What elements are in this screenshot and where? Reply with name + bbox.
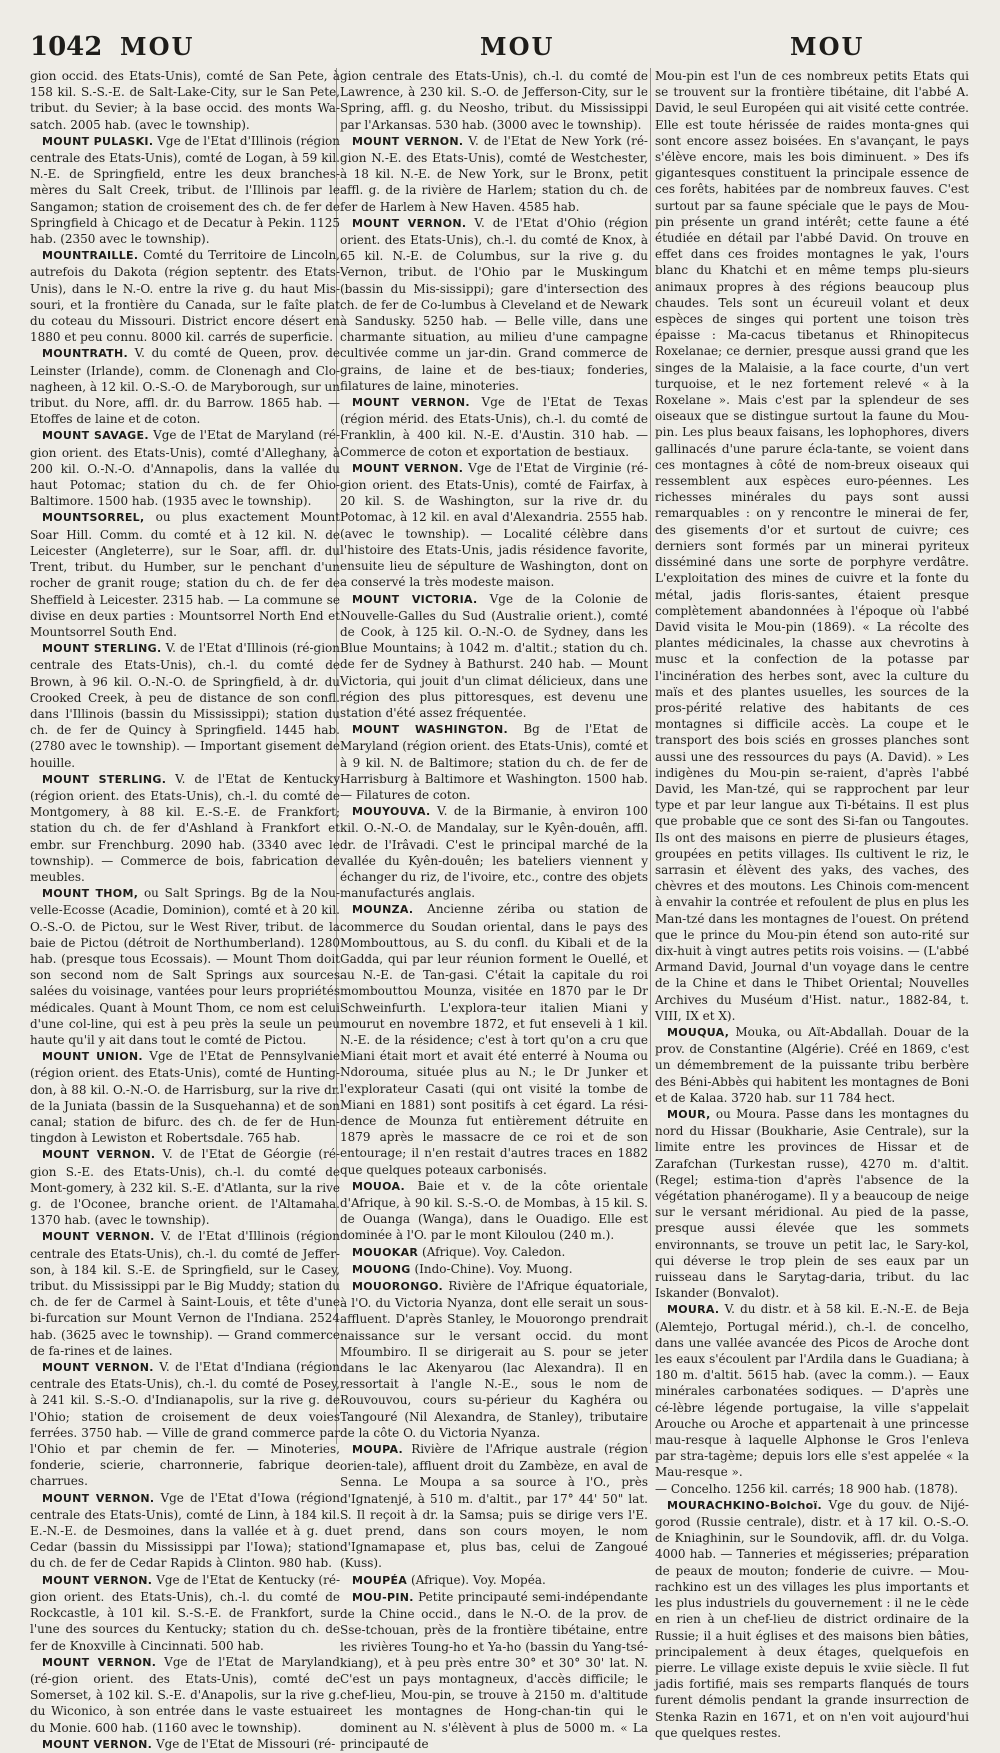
- column-1: [30, 68, 341, 1751]
- entry-headword: MOUNTRATH.: [42, 347, 128, 361]
- entry-text: Vge de la Colonie de Nouvelle-Galles du Sud (Australie orient.), comté de Cook, à 125 kil. O.-N.-O. de Sydney, dans les Blue Mountains; à 1042 m. d'altit.; station du ch. de fer de Sydney à Bathurst. 240 hab. — Mount Victoria, qui jouit d'un climat délicieux, dans une région des plus pittoresques, est devenu une station d'été assez fréquentée.: [340, 591, 648, 720]
- dictionary-entry: [340, 133, 648, 215]
- entry-text: Vge de l'Etat de Missouri (ré-: [155, 1736, 336, 1751]
- column-3: [655, 68, 969, 1740]
- entry-headword: MOUNT STERLING.: [42, 772, 167, 786]
- entry-headword: MOUNT VERNON.: [42, 1737, 153, 1751]
- entry-text: ou Salt Springs. Bg de la Nou-velle-Ecosse (Acadie, Dominion), comté et à 20 kil. O.-S.-O. de Pictou, sur le West River, tribut. de la baie de Pictou (détroit de Northumberland). 1280 hab. (presque tous Ecossais). — Mount Thom doit son second nom de Salt Springs aux sources salées du voisinage, vantées pour leurs propriétés médicales. Quant à Mount Thom, ce nom est celui d'une col-line, qui est à peu près la seule un peu haute qu'il y ait dans tout le comté de Pictou.: [30, 886, 340, 1047]
- entry-text: Bg de l'Etat de Maryland (région orient. des Etats-Unis), comté et à 9 kil. N. de Baltimore; station du ch. de fer de Harrisburg à Baltimore et Washington. 1500 hab. — Filatures de coton.: [340, 722, 648, 802]
- dictionary-entry: [340, 215, 648, 394]
- entry-headword: MOUNT VERNON.: [352, 216, 467, 230]
- dictionary-entry: [340, 1261, 648, 1278]
- entry-headword: MOURA.: [667, 1303, 720, 1317]
- entry-headword: MOUNT VERNON.: [352, 396, 470, 410]
- entry-text: Rivière de l'Afrique australe (région orien-tale), affluent droit du Zambèze, en aval de Senna. Le Moupa a sa source à l'O., près d'Ignatenjé, à 510 m. d'altit., par 17° 44' 50" lat. S. Il reçoit à dr. la Samsa; puis se dirige vers l'E. et prend, dans son cours moyen, le nom d'Ignamapase et, plus bas, celui de Zangoué (Kuss).: [340, 1442, 648, 1571]
- dictionary-entry: [30, 1572, 340, 1654]
- entry-text: V. de l'Etat d'Indiana (région centrale des Etats-Unis), ch.-l. du comté de Posey, à 241 kil. S.-S.-O. d'Indianapolis, sur la rive g. de l'Ohio; station de croisement de deux voies ferrées. 3750 hab. — Ville de grand commerce par l'Ohio et par chemin de fer. — Minoteries, fonderie, scierie, charronnerie, fabrique de charrues.: [30, 1360, 340, 1489]
- page-number: 1042: [30, 32, 103, 62]
- entry-text: Vge de l'Etat d'Illinois (région centrale des Etats-Unis), comté de Logan, à 59 kil. N.-E. de Springfield, entre les deux branches-mères du Salt Creek, tribut. de l'Illinois par le Sangamon; station de croisement des ch. de fer de Springfield à Chicago et de Decatur à Pekin. 1125 hab. (2350 avec le township).: [30, 133, 340, 247]
- dictionary-entry: [30, 1736, 340, 1753]
- entry-headword: MOUR,: [667, 1108, 711, 1121]
- dictionary-entry: [340, 460, 648, 591]
- running-head-right: MOU: [790, 32, 865, 61]
- entry-headword: MOUOA.: [352, 1179, 405, 1193]
- dictionary-entry: [30, 133, 340, 247]
- entry-headword: MOUNT VERNON.: [352, 134, 464, 148]
- running-head-left: MOU: [120, 32, 195, 61]
- dictionary-entry: [30, 68, 340, 133]
- entry-headword: MOUNT VERNON.: [352, 461, 464, 475]
- dictionary-entry: [30, 771, 340, 885]
- entry-headword: MOUNT VERNON.: [42, 1148, 156, 1162]
- entry-headword: MOUNT VERNON.: [42, 1655, 157, 1669]
- entry-headword: MOUNT VERNON.: [42, 1361, 154, 1375]
- entry-text: V. de l'Etat d'Illinois (ré-gion centrale des Etats-Unis), ch.-l. du comté de Brown, à 96 kil. O.-N.-O. de Springfield, à dr. du Crooked Creek, à peu de distance de son confl. dans l'Illinois (bassin du Mississippi); station du ch. de fer de Quincy à Springfield. 1445 hab. (2780 avec le township). — Important gisement de houille.: [30, 641, 340, 770]
- entry-text: Comté du Territoire de Lincoln, autrefois du Dakota (région septentr. des Etats-Unis), dans le N.-O. entre la rive g. du haut Mis-souri, et la frontière du Canada, sur le faîte plat du coteau du Missouri. District encore désert en 1880 et peu connu. 8000 kil. carrés de superficie.: [30, 248, 340, 345]
- dictionary-entry: [340, 1589, 648, 1752]
- dictionary-entry: [340, 1278, 648, 1441]
- dictionary-entry: [30, 427, 340, 509]
- dictionary-entry: [655, 1481, 969, 1497]
- running-head-center: MOU: [480, 32, 555, 61]
- dictionary-entry: [30, 640, 340, 771]
- entry-headword: MOURACHKINO-Bolchoï.: [667, 1498, 823, 1512]
- entry-text: ou plus exactement Mount Soar Hill. Comm. du comté et à 12 kil. N. de Leicester (Angleterre), sur le Soar, affl. dr. du Trent, tribut. du Humber, sur le penchant d'un rocher de granit rouge; station du ch. de fer de Sheffield à Leicester. 2315 hab. — La commune se divise en deux parties : Mountsorrel North End et Mountsorrel South End.: [30, 510, 340, 639]
- dictionary-entry: [340, 721, 648, 803]
- entry-text: Vge de l'Etat de Texas (région mérid. des Etats-Unis), ch.-l. du comté de Franklin, à 400 kil. N.-E. d'Austin. 310 hab. — Commerce de coton et exportation de bestiaux.: [340, 395, 648, 459]
- entry-headword: MOUNT VICTORIA.: [352, 592, 478, 606]
- dictionary-entry: [655, 1024, 969, 1106]
- dictionary-entry: [340, 394, 648, 460]
- entry-headword: MOUNT VERNON.: [42, 1573, 153, 1587]
- dictionary-entry: [340, 68, 648, 133]
- entry-headword: MOUPÉA: [352, 1573, 408, 1587]
- entry-headword: MOUQUA,: [667, 1025, 730, 1039]
- entry-headword: MOUNT UNION.: [42, 1050, 143, 1064]
- dictionary-entry: [30, 247, 340, 345]
- dictionary-entry: [340, 1178, 648, 1244]
- entry-headword: MOUONG: [352, 1262, 411, 1276]
- dictionary-entry: [30, 1146, 340, 1228]
- entry-text: V. du comté de Queen, prov. de Leinster (Irlande), comm. de Clonenagh and Clo-nagheen, à 12 kil. O.-S.-O. de Maryborough, sur un tribut. du Nore, affl. dr. du Barrow. 1865 hab. — Etoffes de laine et de coton.: [30, 346, 340, 427]
- dictionary-entry: [30, 345, 340, 427]
- dictionary-entry: [340, 591, 648, 722]
- entry-text: (Afrique). Voy. Caledon.: [422, 1244, 566, 1259]
- entry-headword: MOUNT SAVAGE.: [42, 429, 149, 443]
- dictionary-entry: [340, 803, 648, 901]
- entry-text: Mouka, ou Aït-Abdallah. Douar de la prov. de Constantine (Algérie). Créé en 1869, c'est un démembrement de la puissante tribu berbère des Béni-Abbès qui habitent les montagnes de Boni et de Kalaa. 3720 hab. sur 11 784 hect.: [655, 1024, 969, 1105]
- entry-headword: MOUNT VERNON.: [42, 1230, 155, 1244]
- entry-text: Baie et v. de la côte orientale d'Afrique, à 90 kil. S.-S.-O. de Mombas, à 15 kil. S. de Ouanga (Wanga), dans le Ouadigo. Elle est dominée à l'O. par le mont Kiloulou (240 m.).: [340, 1178, 648, 1243]
- entry-headword: MOUNT VERNON.: [42, 1491, 155, 1505]
- entry-text: Petite principauté semi-indépendante de la Chine occid., dans le N.-O. de la prov. de Sse-tchouan, près de la frontière tibétaine, entre les rivières Toung-ho et Ya-ho (bassin du Yang-tsé-kiang), et à peu près entre 30° et 30° 30' lat. N. C'est un pays montagneux, d'accès difficile; le chef-lieu, Mou-pin, se trouve à 2150 m. d'altitude et les montagnes de Hong-chan-tin qui le dominent au N. s'élèvent à plus de 5000 m. « La principauté de: [340, 1589, 648, 1751]
- entry-text: — Concelho. 1256 kil. carrés; 18 900 hab. (1878).: [655, 1481, 959, 1496]
- entry-headword: MOUORONGO.: [352, 1280, 443, 1294]
- dictionary-entry: [30, 1359, 340, 1490]
- entry-headword: MOUNT THOM,: [42, 887, 139, 901]
- entry-text: V. de la Birmanie, à environ 100 kil. O.-N.-O. de Mandalay, sur le Kyên-douên, affl. dr. de l'Irâvadi. C'est le principal marché de la vallée du Kyên-douên; les bateliers viennent y échanger du riz, de l'ivoire, etc., contre des objets manufacturés anglais.: [340, 804, 648, 901]
- entry-text: V. de l'Etat de Kentucky (région orient. des Etats-Unis), ch.-l. du comté de Montgomery, à 88 kil. E.-S.-E. de Frankfort; station du ch. de fer d'Ashland à Frankfort et embr. sur Frenchburg. 2090 hab. (3340 avec le township). — Commerce de bois, fabrication de meubles.: [30, 771, 340, 884]
- dictionary-entry: [655, 1497, 969, 1741]
- dictionary-entry: [655, 1106, 969, 1301]
- entry-headword: MOUNZA.: [352, 903, 414, 917]
- entry-headword: MOUNT WASHINGTON.: [352, 723, 509, 737]
- column-rule: [650, 68, 651, 1444]
- dictionary-entry: [340, 901, 648, 1177]
- entry-text: gion centrale des Etats-Unis), ch.-l. du comté de Lawrence, à 230 kil. S.-O. de Jefferson-City, sur le Spring, affl. g. du Neosho, tribut. du Mississippi par l'Arkansas. 530 hab. (3000 avec le township).: [340, 69, 648, 132]
- entry-headword: MOUNT STERLING.: [42, 642, 162, 656]
- dictionary-entry: [655, 1301, 969, 1480]
- entry-headword: MOUNT PULASKI.: [42, 134, 154, 148]
- dictionary-entry: [30, 1048, 340, 1146]
- dictionary-entry: [340, 1441, 648, 1572]
- entry-text: Vge de l'Etat de Virginie (ré-gion orient. des Etats-Unis), comté de Fairfax, à 20 kil. S. de Washington, sur la rive dr. du Potomac, à 12 kil. en aval d'Alexandria. 2555 hab. (avec le township). — Localité célèbre dans l'histoire des Etats-Unis, jadis résidence favorite, ensuite lieu de sépulture de Washington, dont on a conservé la très modeste maison.: [340, 460, 648, 590]
- entry-text: Ancienne zériba ou station de commerce du Soudan oriental, dans le pays des Mombouttous, au S. du confl. du Kibali et de la Gadda, qui par leur réunion forment le Ouellé, et au N.-E. de Tan-gasi. C'était la capitale du roi mombouttou Mounza, visitée en 1870 par le Dr Schweinfurth. L'explora-teur italien Miani y mourut en novembre 1872, et fut enseveli à 1 kil. N.-E. de la résidence; c'est à tort qu'on a cru que Miani était mort et avait été enterré à Nouma ou Ndorouma, située plus au N.; le Dr Junker et l'explorateur Casati (qui ont visité la tombe de Miani en 1881) sont positifs à cet égard. La rési-dence de Mounza fut entièrement détruite en 1879 après le massacre de ce roi et de son entourage; il n'en restait d'autres traces en 1882 que quelques poteaux carbonisés.: [340, 902, 648, 1177]
- dictionary-entry: [340, 1572, 648, 1589]
- entry-text: (Indo-Chine). Voy. Muong.: [414, 1261, 573, 1276]
- entry-text: Vge de l'Etat de Maryland (ré-gion orient. des Etats-Unis), comté de Somerset, à 102 kil. S.-E. d'Anapolis, sur la rive g. du Wiconico, à son entrée dans le vaste estuaire du Monie. 600 hab. (1160 avec le township).: [30, 1654, 340, 1735]
- dictionary-entry: [30, 1490, 340, 1572]
- dictionary-entry: [30, 885, 340, 1048]
- entry-text: V. de l'Etat d'Illinois (région centrale des Etats-Unis), ch.-l. du comté de Jeffer-son, à 184 kil. S.-E. de Springfield, sur le Casey, tribut. du Mississippi par le Big Muddy; station du ch. de fer de Carmel à Saint-Louis, et tête d'une bi-furcation sur Mount Vernon de l'Indiana. 2524 hab. (3625 avec le township). — Grand commerce de fa-rines et de laines.: [30, 1229, 340, 1358]
- entry-headword: MOUOKAR: [352, 1245, 419, 1259]
- entry-headword: MOUPA.: [352, 1443, 403, 1457]
- entry-headword: MOUYOUVA.: [352, 805, 431, 819]
- entry-headword: MOU-PIN.: [352, 1590, 414, 1604]
- dictionary-entry: [30, 1654, 340, 1736]
- entry-text: V. du distr. et à 58 kil. E.-N.-E. de Beja (Alemtejo, Portugal mérid.), ch.-l. de concelho, dans une vallée avancée des Picos de Aroche dont les eaux s'écoulent par l'Ardila dans le Guadiana; à 180 m. d'altit. 5615 hab. (avec la comm.). — Eaux minérales carbonatées sodiques. — D'après une cé-lèbre légende portugaise, la ville s'appelait Arouche ou Aroche et appartenait à une princesse mau-resque à laquelle Alphonse le Gros l'enleva par stra-tagème; depuis lors elle s'est appelée « la Mau-resque ».: [655, 1302, 969, 1480]
- entry-text: Rivière de l'Afrique équatoriale, à l'O. du Victoria Nyanza, dont elle serait un sous-affluent. D'après Stanley, le Mouorongo prendrait naissance sur le versant occid. du mont Mfoumbiro. Il se dirigerait au S. pour se jeter dans le lac Akenyarou (lac Alexandra). Il en ressortait à l'angle N.-E., sous le nom de Rouvouvou, cours su-périeur du Kaghéra ou Tangouré (Nil Alexandra, de Stanley), tributaire de la côte O. du Victoria Nyanza.: [340, 1279, 648, 1440]
- entry-headword: MOUNTRAILLE.: [42, 249, 139, 263]
- dictionary-entry: [30, 1228, 340, 1359]
- column-2: [340, 68, 648, 1751]
- entry-text: Vge de l'Etat d'Iowa (région centrale des Etats-Unis), comté de Linn, à 184 kil. E.-N.-E. de Desmoines, dans la vallée et à g. du Cedar (bassin du Mississippi par l'Iowa); station du ch. de fer de Cedar Rapids à Clinton. 980 hab.: [30, 1490, 340, 1571]
- entry-text: gion occid. des Etats-Unis), comté de San Pete, à 158 kil. S.-S.-E. de Salt-Lake-City, sur le San Pete, tribut. du Sevier; à la base occid. des monts Wa-satch. 2005 hab. (avec le township).: [30, 69, 340, 132]
- entry-text: V. de l'Etat de Géorgie (ré-gion S.-E. des Etats-Unis), ch.-l. du comté de Mont-gomery, à 232 kil. S.-E. d'Atlanta, sur la rive g. de l'Oconee, branche orient. de l'Altamaha. 1370 hab. (avec le township).: [30, 1147, 340, 1228]
- page-header: [30, 32, 976, 66]
- entry-text: V. de l'Etat d'Ohio (région orient. des Etats-Unis), ch.-l. du comté de Knox, à 65 kil. N.-E. de Columbus, sur la rive g. du Vernon, tribut. de l'Ohio par le Muskingum (bassin du Mis-sissippi); gare d'intersection des ch. de fer de Co-lumbus à Cleveland et de Newark à Sandusky. 5250 hab. — Belle ville, dans une charmante situation, au milieu d'une campagne cultivée comme un jar-din. Grand commerce de grains, de laine et de bes-tiaux; fonderies, filatures de laine, minoteries.: [340, 215, 648, 393]
- entry-text: ou Moura. Passe dans les montagnes du nord du Hissar (Boukharie, Asie Centrale), sur la limite entre les provinces de Hissar et de Zarafchan (Turkestan russe), 4270 m. d'altit. (Regel; estima-tion d'après l'absence de la végétation phanérogame). Il y a beaucoup de neige sur le versant méridional. Au pied de la passe, presque aussi élevée que les sommets environnants, se trouve un petit lac, le Sary-kol, qui déverse le trop plein de ses eaux par un ruisseau dans le Sarytag-daria, tribut. du lac Iskander (Bonvalot).: [655, 1107, 969, 1301]
- dictionary-entry: [340, 1244, 648, 1261]
- entry-text: (Afrique). Voy. Mopéa.: [410, 1572, 546, 1587]
- entry-text: Vge du gouv. de Nijé-gorod (Russie centrale), distr. et à 17 kil. O.-S.-O. de Kniaghinin, sur le Soundovik, affl. dr. du Volga. 4000 hab. — Tanneries et mégisseries; préparation de peaux de mouton; fonderie de cuivre. — Mou-rachkino est un des villages les plus importants et les plus industriels du gouvernement : il ne le cède en rien à un chef-lieu de district ordinaire de la Russie; il a huit églises et des maisons bien bâties, principalement à deux étages, quelquefois en pierre. Le village existe depuis le xviie siècle. Il fut jadis fortifié, mais ses remparts flanqués de tours furent démolis pendant la grande insurrection de Stenka Razin en 1671, et on n'en voit aujourd'hui que quelques restes.: [655, 1497, 969, 1740]
- entry-headword: MOUNTSORREL,: [42, 511, 145, 525]
- entry-text: Vge de l'Etat de Maryland (ré-gion orient. des Etats-Unis), comté d'Alleghany, à 200 kil. O.-N.-O. d'Annapolis, dans la vallée du haut Potomac; station du ch. de fer Ohio-Baltimore. 1500 hab. (1935 avec le township).: [30, 428, 341, 509]
- dictionary-entry: [30, 509, 340, 640]
- entry-text: Mou-pin est l'un de ces nombreux petits Etats qui se trouvent sur la frontière tibétaine, dit l'abbé A. David, le seul Européen qui ait visité cette contrée. Elle est toute hérissée de raides monta-gnes qui sont encore assez boisées. En s'avançant, le pays s'élève encore, mais les bois diminuent. » Des ifs gigantesques constituent la principale essence de ces forêts, habitées par de nombreux fauves. C'est surtout par sa faune spéciale que le pays de Mou-pin présente un grand intérêt; cette faune a été étudiée en détail par l'abbé David. On trouve en effet dans ces froides montagnes le yak, l'ours blanc du Khatchi et en même temps plu-sieurs animaux propres à des régions beaucoup plus chaudes. Tels sont un écureuil volant et deux espèces de singes qui portent une toison très épaisse : Ma-cacus tibetanus et Rhinopitecus Roxelanae; ce dernier, presque aussi grand que les singes de la Malaisie, a la face courte, d'un vert turquoise, et le nez fortement relevé « à la Roxelane ». Mais c'est par la splendeur de ses oiseaux que se distingue surtout la faune du Mou-pin. Les plus beaux faisans, les lophophores, divers gallinacés d'une parure écla-tante, se voient dans ces montagnes à côté de nom-breux oiseaux qui ressemblent aux espèces euro-péennes. Les richesses minérales du pays sont aussi remarquables : on y rencontre le minerai de fer, des gisements d'or et surtout de cuivre; ces derniers sont formés par un minerai pyriteux disséminé dans une sorte de porphyre verdâtre. L'exploitation des mines de cuivre et la fonte du métal, jadis floris-santes, étaient presque complètement abandonnées à l'époque où l'abbé David visita le Mou-pin (1869). « La récolte des plantes médicinales, la chasse aux chevrotins à musc et la confection de la potasse par l'incinération des herbes sont, avec la culture du maïs et des plantes usuelles, les sources de la pros-périté relative des habitants de ces montagnes si difficile accès. La coupe et le transport des bois sciés en grosses planches sont aussi une des ressources du pays (A. David). » Les indigènes du Mou-pin se-raient, d'après l'abbé David, les Man-tzé, qui se rapprochent par leur type et par leur langue aux Ti-bétains. Il est plus que probable que ce sont des Si-fan ou Tangoutes. Ils ont des maisons en pierre de plusieurs étages, groupées en petits villages. Ils cultivent le riz, le sarrasin et élèvent des yaks, des vaches, des chèvres et des moutons. Les Chinois com-mencent à envahir la contrée et refoulent de plus en plus les Man-tzé dans les montagnes de l'ouest. On prétend que le prince du Mou-pin étend son auto-rité sur dix-huit à vingt autres petits rois voisins. — (L'abbé Armand David, Journal d'un voyage dans le centre de la Chine et dans le Thibet Oriental; Nouvelles Archives du Muséum d'Hist. natur., 1882-84, t. VIII, IX et X).: [655, 69, 969, 1023]
- dictionary-entry: [655, 68, 969, 1024]
- entry-text: V. de l'Etat de New York (ré-gion N.-E. des Etats-Unis), comté de Westchester, à 18 kil. N.-E. de New York, sur le Bronx, petit affl. g. de la rivière de Harlem; station du ch. de fer de Harlem à New Haven. 4585 hab.: [340, 133, 648, 214]
- entry-text: Vge de l'Etat de Pennsylvanie (région orient. des Etats-Unis), comté de Hunting-don, à 88 kil. O.-N.-O. de Harrisburg, sur la rive dr. de la Juniata (bassin de la Susquehanna) et de son canal; station de bifurc. des ch. de fer de Hun-tingdon à Lewiston et Robertsdale. 765 hab.: [30, 1049, 340, 1146]
- entry-text: Vge de l'Etat de Kentucky (ré-gion orient. des Etats-Unis), ch.-l. du comté de Rockcastle, à 101 kil. S.-S.-E. de Frankfort, sur l'une des sources du Kentucky; station du ch. de fer de Knoxville à Cincinnati. 500 hab.: [30, 1572, 341, 1653]
